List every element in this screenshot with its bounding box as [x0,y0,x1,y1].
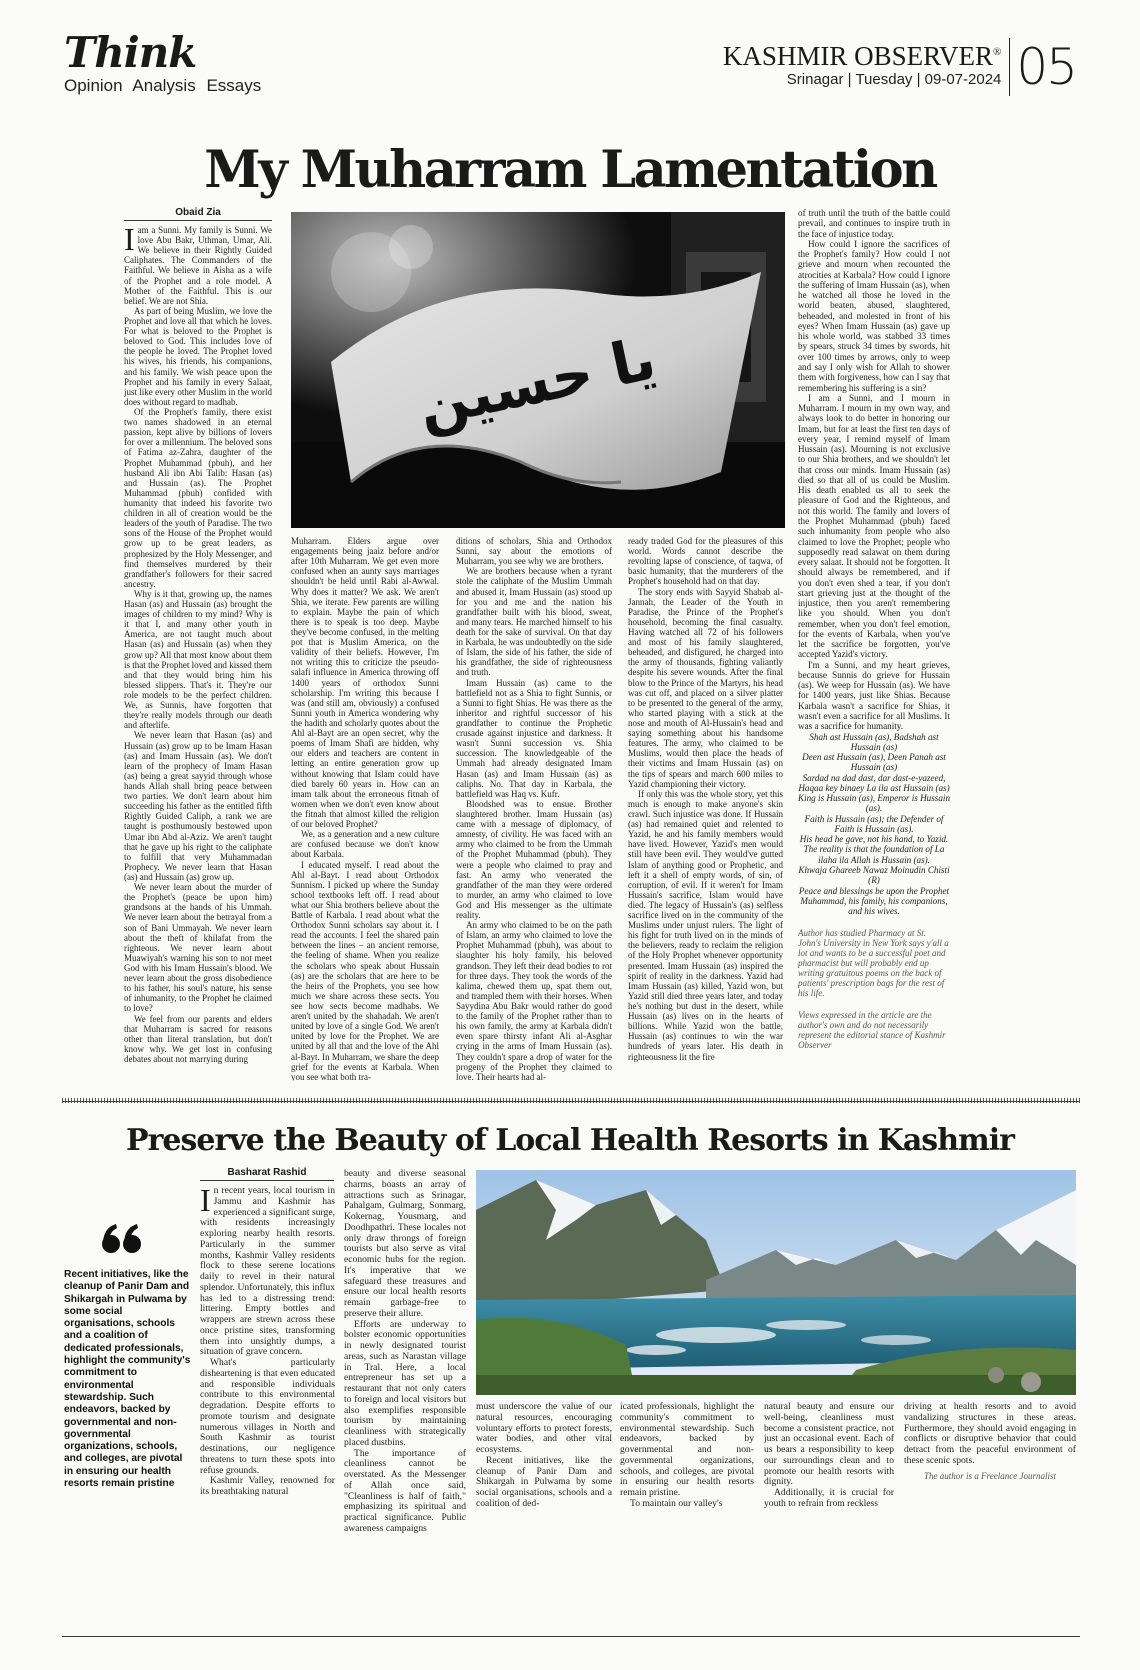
article1-col3: ditions of scholars, Shia and Orthodox Sunni, say about the emotions of Muharram, you see why we are brothers. We are brothers because when a tyrant stole the caliphate of the Muslim Ummah and abused it, Imam Hussain (as) stood up for you and me and the nation his grandfather built with his blood, sweat, and many tears. He marched himself to his death for the sake of survival. On that day in Karbala, he was undoubtedly on the side of Islam, the side of his father, the side of his grandfather, the side of righteousness and truth. Imam Hussain (as) came to the battlefield not as a Shia to fight Sunnis, or a Sunni to fight Shias. He was there as the inheritor and rightful successor of his grandfather to continue the Prophetic crusade against injustice and darkness. It wasn't Sunni succession vs. Shia succession. The knowledgeable of the Ummah had already designated Imam Hasan (as) and Imam Hussain (as) as caliphs. No. That day in Karbala, the battlefield was Haq vs. Kufr. Bloodshed was to ensue. Brother slaughtered brother. Imam Hussain (as) came with a message of diplomacy, of amnesty, of civility. He was faced with an army who claimed to be from the Ummah of the Prophet Muhammad (pbuh). They were a people who claimed to pray and fast. An army who venerated the grandfather of the man they were ordered to murder, an army who claimed to love God and His messenger as the ultimate reality. An army who claimed to be on the path of Islam, an army who claimed to love the Prophet Muhammad (pbuh), was about to slaughter his holy family, his beloved grandson. They left their dead bodies to rot for three days. They took the words of the kalima, chewed them up, spat them out, and trampled them with their horses. When Sayydina Abu Bakr would rather do good to the family of the Prophet rather than to his own family, the army at Karbala didn't even spare thirsty infant Ali al-Asghar crying in the arms of Imam Hussain (as). They couldn't spare a drop of water for the progeny of the Prophet they claimed to love. Their hearts had al- [456,536,612,1081]
disclaimer-note: Views expressed in the article are the author's own and do not necessarily represent the editorial stance of Kashmir Observer [798,1010,946,1051]
article2-photo-lake [476,1170,1076,1395]
article2-col1: In recent years, local tourism in Jammu and Kashmir has experienced a significant surge, with residents increasingly exploring nearby health resorts. Particularly in the summer months, Kashmir Valley residents flock to these serene locations daily to revel in their natural splendor. Unfortunately, this influx has led to a distressing trend: littering. Empty bottles and wrappers are strewn across these once pristine sites, transforming them into unsightly dumps, a situation of grave concern. What's particularly disheartening is that even educated and responsible individuals contribute to this environmental degradation. Despite efforts to promote tourism and designate numerous villages in North and South Kashmir as tourist destinations, our negligence threatens to turn these spots into refuse grounds. Kashmir Valley, renowned for its breathtaking natural [200,1186,335,1497]
section-title: Think [64,28,197,77]
author-note: Author has studied Pharmacy at St. John's University in New York says y'all a lot and wants to be a successful poet and pharmacist but will probably end up writing gratuitous poems on the back of patients' prescription bags for the rest of his life. [798,928,949,999]
bottom-rule [62,1636,1080,1637]
author-note: The author is a Freelance Journalist [924,1470,1056,1481]
masthead [723,38,1076,98]
lake-photo-illustration [476,1170,1076,1395]
page-number: 05 [1016,38,1076,96]
flag-photo-illustration [291,212,785,528]
dateline: Srinagar | Tuesday | 09-07-2024 [786,71,1002,88]
article1-headline: My Muharram Lamentation [204,140,936,200]
section-sub-analysis: Analysis [132,76,196,95]
article1-byline: Obaid Zia [124,207,272,221]
article1-col5: of truth until the truth of the battle could prevail, and continues to inspire truth in the face of injustice today. How could I ignore the sacrifices of the Prophet's family? How could I not grieve and mourn when recounted the atrocities at Karbala? How could I ignore the suffering of Imam Hussain (as), when he watched all those he loved in the world beaten, abused, slaughtered, beheaded, and molested in front of his eyes? When Imam Hussain (as) gave up his whole world, was stabbed 33 times by spears, struck 34 times by swords, hit over 100 times by arrows, only to weep and say I only wish for Allah to shower them with forgiveness, how can I say that remembering his suffering is a sin? I am a Sunni, and I mourn in Muharram. I mourn in my own way, and always look to do better in honoring our Imam, but for at least the first ten days of every year, I remind myself of Imam Hussain (as). Mourning is not exclusive to our Shia brothers, and we shouldn't let that cross our minds. Imam Hussain (as) died so that all of us could be Muslim. His death enabled us all to seek the pleasure of God and the Righteous, and not this world. The family and lovers of the Prophet Muhammad (pbuh) faced such inhumanity from people who also claimed to love the Prophet; people who supposedly read salawat on them during every salaat. It should not be forgotten. It should always be remembered, and if you don't even shed a tear, if you don't start grieving just at the thought of the injustice, then you aren't remembering like you should. When you don't remember, when you don't feel emotion, for the events of Karbala, when you've let the sacrifice be forgotten, you've accepted Yazid's victory. I'm a Sunni, and my heart grieves, because Sunnis do grieve for Hussain (as). We weep for Hussain (as). We have for 1400 years, just like Shias. Because Karbala wasn't a sacrifice for Shias, it wasn't even a sacrifice for all Muslims. It was a sacrifice for humanity. Shah ast Hussain (as), Badshah ast Hussain (as) Deen ast Hussain (as), Deen Panah ast Hussain (as) Sardad na dad dast, dar dast-e-yazeed, Haqaa key binaey La ila ast Hussain (as) King is Hussain (as), Emperor is Hussain (as). Faith is Hussain (as); the Defender of Faith is Hussain (as). His head he gave, not his hand, to Yazid. The reality is that the foundation of La ilaha ila Allah is Hussain (as). Khwaja Ghareeb Nawaz Moinudin Chisti (R) Peace and blessings be upon the Prophet Muhammad, his family, his companions, and his wives. Author has studied Pharmacy at St. John's University in New York says y'all a lot and wants to be a successful poet and pharmacist but will probably end up writing gratuitous poems on the back of patients' prescription bags for the rest of his life. Views expressed in the article are the author's own and do not necessarily represent the editorial stance of Kashmir Observer [798,208,950,1051]
article1-col2: Muharram. Elders argue over engagements being jaaiz before and/or after 10th Muharram. We get even more confused when an aunty says marriages shouldn't be held until Rabi al-Awwal. Why does it matter? We ask. We aren't Shia, we iterate. Few parents are willing to explain. Maybe the pain of which there is to speak is too deep. Maybe they've become confused, in the melting pot that is Muslim America, on the validity of their beliefs. However, I'm not writing this to criticize the pseudo-salafi influence in America throwing off 1400 years of orthodox Sunni scholarship. I'm writing this because I was (and still am, obviously) a confused Sunni youth in America wondering why the hadith and scholarly quotes about the Ahl al-Bayt are an open secret, why the poems of Imam Shafi are hidden, why our elders and teachers are content in letting an entire generation grow up without knowing that Islam could have died barely 60 years in. How can an imam talk about the erroneous fitnah of women when we don't even know about the fitnah that almost killed the religion of our beloved Prophet? We, as a generation and a new culture are confused because we don't know about Karbala. I educated myself. I read about the Ahl al-Bayt. I read about Orthodox Sunnism. I picked up where the Sunday school textbooks left off. I read about what our Shia brothers believe about the Battle of Karbala. I read about what the Orthodox Sunni scholars say about it. I read the accounts. I feel the shared pain between the lines – an ancient remorse, the feeling of shame. When you realize the scholars who speak about Hussain (as) are the scholars that are here to be the heirs of the Prophets, you see how much we share across these sects. You see how sects become madhabs. We aren't united by the shahadah. We aren't united by love of a single God. We aren't united by love for the Prophet. We are united by all that and the love of the Ahl al-Bayt. In Muharram, we share the deep grief for the events at Karbala. When you see what both tra- [291,536,439,1081]
paper-name: KASHMIR OBSERVER® [722,41,1002,71]
article2-col2: beauty and diverse seasonal charms, boasts an array of attractions such as Srinagar, Pahalgam, Gulmarg, Sonmarg, Kokernag, Yousmarg, and Doodhpathri. These locales not only draw throngs of foreign tourists but also serve as vital economic hubs for the region. It's imperative that we safeguard these treasures and ensure our local health resorts remain garbage-free to preserve their allure. Efforts are underway to bolster economic opportunities in newly designated tourist areas, such as Narastan village in Tral. Here, a local entrepreneur has set up a restaurant that not only caters to foreign and local visitors but also exemplifies responsible tourism by maintaining cleanliness with strategically placed dustbins. The importance of cleanliness cannot be overstated. As the Messenger of Allah once said, "Cleanliness is half of faith," emphasizing its spiritual and practical significance. Public awareness campaigns [344,1169,466,1534]
article2-col6: driving at health resorts and to avoid vandalizing structures in these areas. Furthermore, they should avoid engaging in conflicts or disruptive behavior that could detract from the peaceful environment of these scenic spots. The author is a Freelance Journalist [904,1402,1076,1481]
section-sub-essays: Essays [206,76,262,95]
quote-icon [100,1220,144,1260]
article2-col5: natural beauty and ensure our well-being, cleanliness must become a consistent practice, not just an occasional event. Each of us bears a responsibility to keep our surroundings clean and to promote our health resorts with dignity. Additionally, it is crucial for youth to refrain from reckless [764,1402,894,1509]
page-header [64,30,1076,100]
article1-col1: Iam a Sunni. My family is Sunni. We love Abu Bakr, Uthman, Umar, Ali. We believe in their Rightly Guided Caliphates. The Commanders of the Faithful. We believe in Aisha as a wife of the Prophet and a role model. A Mother of the Faithful. This is our belief. We are not Shia. As part of being Muslim, we love the Prophet and love all that which he loves. For what is beloved to the Prophet is beloved to God. This includes love of the people he loved. The Prophet loved his wives, his friends, his companions, and his family. We wish peace upon the Prophet and his family in every Salaat, just like every other Muslim in the world does without regard to madhab. Of the Prophet's family, there exist two names shadowed in an eternal passion, kept alive by billions of lovers for over a millennium. The beloved sons of Fatima az-Zahra, daughter of the Prophet Muhammad (pbuh), and her husband Ali ibn Abi Talib: Hasan (as) and Hussain (as). The Prophet Muhammad (pbuh) confided with humanity that indeed his favorite two children in all of creation would be the leaders of the youth of Paradise. The two sons of the House of the Prophet would grow up to be great leaders, as prophesized by the Holy Messenger, and find themselves murdered by their grandfather's followers for their sacred ancestry. Why is it that, growing up, the names Hasan (as) and Hussain (as) brought the images of children to my mind? Why is it that I, and many other youth in America, are not taught much about Hasan (as) and Hussain (as) when they grow up? All that most know about them is that the Prophet loved and kissed them and that they would bring him his blessed slippers. That's it. They're our role models to be the perfect children. We, as Sunnis, have forgotten that they're really models through our death and afterlife. We never learn that Hasan (as) and Hussain (as) grow up to be Imam Hasan (as) and Imam Hussain (as). We don't learn of the prophecy of Imam Hasan (as) being a great sayyid through whose hands Allah shall bring peace between two parties. We don't learn about him succeeding his father as the entitled fifth Rightly Guided Caliph, a rank we are taught is posthumously bestowed upon Umar ibn Abd al-Aziz. We aren't taught that he gave up his right to the caliphate to fulfill that very Muhammadan Prophecy. We never learn that Hasan (as) and Hussain (as) grow up. We never learn about the murder of the Prophet's (peace be upon him) grandsons at the hands of his Ummah. We never learn about the betrayal from a son of Bani Ummayah. We never learn about the theft of khilafat from the righteous. We never learn about Muawiyah's warning his son to not meet God with his Imam Hussain's blood. We never learn about the gross disobedience to his father, his soul's nature, his sense of inhumanity, to the Prophet he claimed to love? We feel from our parents and elders that Muharram is sacred for reasons other than literal translation, but don't know why. We get lost in confusing debates about not marrying during [124,225,272,1064]
article2-headline: Preserve the Beauty of Local Health Resorts in Kashmir [126,1123,1014,1158]
article2-byline: Basharat Rashid [200,1167,334,1181]
article1-col4: ready traded God for the pleasures of this world. Words cannot describe the revolting lapse of conscience, of taqwa, of basic humanity, that the murderers of the Prophet's household had on that day. The story ends with Sayyid Shabab al-Jannah, the Leader of the Youth in Paradise, the Prince of the Prophet's household, becoming the final casualty. Having watched all 72 of his followers and most of his family slaughtered, beheaded, and disfigured, he charged into the army of thousands, fighting valiantly despite his severe wounds. After the final blow to the Prince of the Martyrs, his head was cut off, and placed on a silver platter to be presented to the general of the army, who started playing with a stick at the nose and mouth of Al-Hussain's head and saying something about his handsome features. The army, who claimed to be Muslims, would then place the heads of their victims and Imam Hussain (as) on the tips of spears and march 600 miles to Yazid championing their victory. If only this was the whole story, yet this much is enough to make anyone's skin crawl. Such injustice was done. If Hussain (as) had remained quiet and relented to Yazid, he and his family members would have lived. However, Yazid's men would still have been evil. They would've gutted Islam of anything good or Prophetic, and left it a shell of empty words, of sin, of corruption, of evil. If it weren't for Imam Hussain's sacrifice, Islam would have died. The legacy of Hussain's (as) selfless sacrifice lived on in the community of the Muslims under unjust rulers. The light of his fight for truth lived on in the minds of the believers, ready to reclaim the religion of the Holy Prophet whenever opportunity presented. Imam Hussain (as) inspired the spirit of reality in the darkness. Yazid had Imam Hussain (as) killed, Yazid won, but Yazid still died three years later, and today he's nothing but dust in the desert, while Hussain (as) lives on in the hearts of billions. While Yazid won the battle, Hussain (as) continues to win the war hundreds of years later. His death in righteousness lit the fire [628,536,783,1062]
article2-col4: icated professionals, highlight the community's commitment to environmental stewardship. Such endeavors, backed by governmental and non-governmental organizations, schools, and colleges, are pivotal in ensuring our health resorts remain pristine. To maintain our valley's [620,1402,754,1509]
article2-col3: must underscore the value of our natural resources, encouraging voluntary efforts to protect forests, water bodies, and other vital ecosystems. Recent initiatives, like the cleanup of Panir Dam and Shikargah in Pulwama by some social organisations, schools and a coalition of ded- [476,1402,612,1509]
article1-photo-flag [291,212,785,528]
dropcap: I [124,225,135,257]
dropcap: I [200,1186,211,1218]
registered-mark: ® [993,46,1002,58]
pull-quote: Recent initiatives, like the cleanup of Panir Dam and Shikargah in Pulwama by some social organisations, schools and a coalition of dedicated professionals, highlight the community's commitment to environmental stewardship. Such endeavors, backed by governmental and non-governmental organizations, schools, and colleges, are pivotal in ensuring our health resorts remain pristine [64,1269,191,1490]
section-sub-opinion: Opinion [64,76,123,95]
flag-inscription: يا حسين [412,324,662,441]
masthead-divider [1009,38,1010,96]
article-divider-line [62,1101,1080,1102]
